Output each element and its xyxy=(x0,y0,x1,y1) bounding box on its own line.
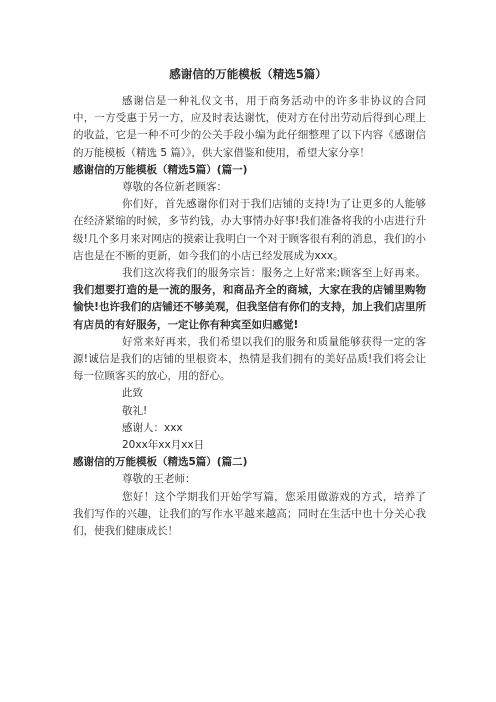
section2-paragraph-1: 您好！这个学期我们开始学写篇，您采用做游戏的方式，培养了我们写作的兴趣，让我们的写作水平越来越高；同时在生活中也十分关心我们，使我们健康成长！ xyxy=(73,490,426,538)
section1-paragraph-1: 你们好，首先感谢你们对于我们店铺的支持!为了让更多的人能够在经济紧缩的时候，多节约钱，办大事情办好事!我们准备将我的小店进行升级!几个多月来对网店的摸索让我明白一个对于顾客很有利的消息，我们的小店也是在不断的更新，如今我们的小店已经发展成为xxx。 xyxy=(73,198,426,262)
service-motto: 我们这次将我们的服务宗旨：服务之上好常来;顾客至上好再来。 xyxy=(122,267,426,280)
signer-line: 感谢人：xxx xyxy=(122,421,183,434)
section-heading-2: 感谢信的万能模板（精选5篇）(篇二) xyxy=(73,456,248,469)
closing-jing-li: 敬礼! xyxy=(122,404,148,417)
salutation-1: 尊敬的各位新老顾客： xyxy=(122,181,227,194)
document-body xyxy=(73,93,426,540)
section1-paragraph-3: 好常来好再来，我们希望以我们的服务和质量能够获得一定的客源!诚信是我们的店铺的里根资本，热情是我们拥有的美好品质!我们将会让每一位顾客买的放心，用的舒心。 xyxy=(73,335,426,383)
salutation-2: 尊敬的王老师： xyxy=(122,473,196,486)
document-title: 感谢信的万能模板（精选5篇） xyxy=(169,67,327,81)
intro-paragraph: 感谢信是一种礼仪文书，用于商务活动中的许多非协议的合同中，一方受惠于另一方，应及时表达谢忱，使对方在付出劳动后得到心理上的收益，它是一种不可少的公关手段小编为此仔细整理了以下内容《感谢信的万能模板（精选 5 篇）》，供大家借鉴和使用，希望大家分享！ xyxy=(73,95,426,159)
section1-paragraph-2 xyxy=(73,265,426,334)
section-heading-1: 感谢信的万能模板（精选5篇）(篇一) xyxy=(73,163,248,176)
service-goal-text: 我们想要打造的是一流的服务，和商品齐全的商城，大家在我的店铺里购物愉快!也许我们的店铺还不够美观，但我坚信有你们的支持，加上我们店里所有店员的有好服务，一定让你有种宾至如归感觉! xyxy=(73,284,426,331)
date-line: 20xx年xx月xx日 xyxy=(122,439,205,452)
closing-ci-zhi: 此致 xyxy=(122,387,143,400)
